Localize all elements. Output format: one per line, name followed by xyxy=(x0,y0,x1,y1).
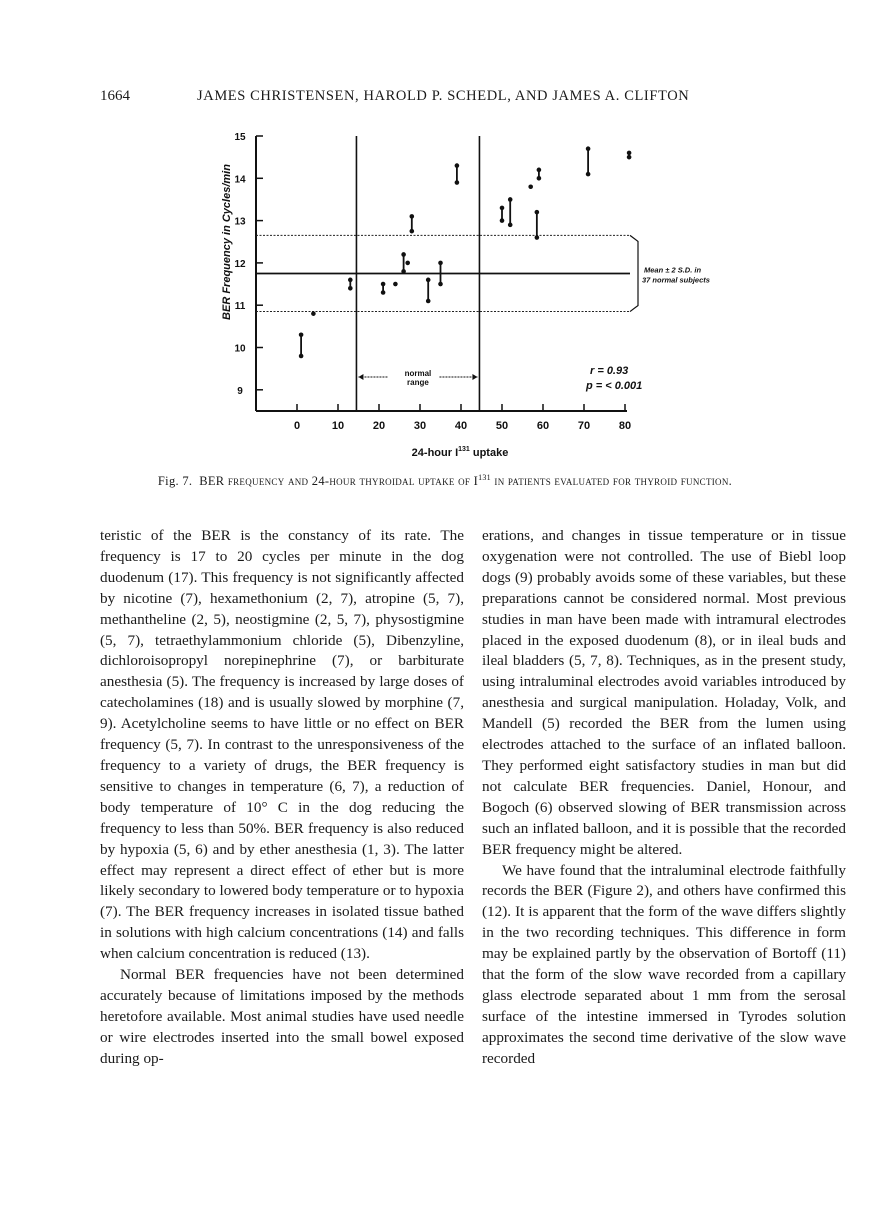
paragraph: teristic of the BER is the constancy of its rate. The frequency is 17 to 20 cycles per minute in the dog duodenum (17). This frequency is not significantly affected by nicotine (7), hexamethonium (2, 7), atropine (5, 7), methantheline (2, 5), neostigmine (2, 5, 7), physostigmine (5, 7), tetraethylammonium chloride (5), Dibenzyline, dichloroisopropyl norepinephrine (7), or barbiturate anesthesia (5). The frequency is increased by large doses of catecholamines (18) and is usually slowed by morphine (7, 9). Acetylcholine seems to have little or no effect on BER frequency (5, 7). In contrast to the unresponsiveness of the frequency to a variety of drugs, the BER frequency is sensitive to changes in temperature (6, 7), a reduction of body temperature of 10° C in the dog reducing the frequency to less than 50%. BER frequency is also reduced by hypoxia (5, 6) and by ether anesthesia (1, 3). The latter effect may represent a direct effect of ether but is more likely secondary to lowered body temperature or to hypoxia (7). The BER frequency increases in isolated tissue bathed in solutions with high calcium concentrations (14) and falls when calcium concentration is reduced (13). xyxy=(100,527,464,963)
data-point xyxy=(537,176,542,181)
x-tick-label: 70 xyxy=(577,420,591,432)
normal-range-label: normal xyxy=(404,369,432,378)
paragraph: We have found that the intraluminal electrode faithfully records the BER (Figure 2), and others have confirmed this (12). It is apparent that the form of the wave differs slightly in the two recording techniques. This difference in form may be explained partly by the observation of Bortoff (11) that the form of the slow wave recorded from a capillary glass electrode separated about 1 mm from the serosal surface of the intestine immersed in Tyrodes solution approximates the second time derivative of the slow wave recorded xyxy=(482,861,846,1067)
data-point xyxy=(508,197,513,202)
data-point xyxy=(535,235,540,240)
data-point xyxy=(586,146,591,151)
data-point xyxy=(455,163,460,168)
figure-7-chart xyxy=(190,118,750,468)
data-point xyxy=(381,282,386,287)
data-point xyxy=(401,269,406,274)
x-tick-label: 40 xyxy=(454,420,468,432)
data-point xyxy=(393,282,398,287)
data-point xyxy=(455,180,460,185)
body-column-left xyxy=(100,526,464,1070)
y-tick-label: 12 xyxy=(234,258,246,270)
caption-rest: in patients evaluated for thyroid function. xyxy=(490,474,733,489)
p-value: p = < 0.001 xyxy=(586,380,643,392)
x-tick-label: 10 xyxy=(331,420,345,432)
data-point xyxy=(299,333,304,338)
paragraph: Normal BER frequencies have not been determined accurately because of limitations imposed by the methods heretofore available. Most animal studies have used needle or wire electrodes inserted into the small bowel exposed during op- xyxy=(100,966,464,1067)
y-tick-label: 11 xyxy=(234,301,246,313)
running-head-authors: JAMES CHRISTENSEN, HAROLD P. SCHEDL, AND JAMES A. CLIFTON xyxy=(197,88,690,104)
data-point xyxy=(438,282,443,287)
data-point xyxy=(508,223,513,228)
data-point xyxy=(627,151,632,156)
data-point xyxy=(438,261,443,266)
y-tick-label: 14 xyxy=(234,174,246,186)
data-point xyxy=(381,290,386,295)
data-point xyxy=(348,286,353,291)
correlation-r: r = 0.93 xyxy=(590,365,629,377)
y-tick-label: 13 xyxy=(234,216,246,228)
caption-superscript: 131 xyxy=(478,473,491,482)
data-point xyxy=(537,168,542,173)
data-point xyxy=(500,218,505,223)
sd-annotation: Mean ± 2 S.D. in xyxy=(644,265,702,275)
data-point xyxy=(299,354,304,359)
caption-main: BER frequency and 24-hour thyroidal uptake of I xyxy=(199,474,479,489)
data-point xyxy=(627,155,632,160)
data-point xyxy=(535,210,540,215)
x-axis-label: 24-hour $I^{131}$ uptake xyxy=(411,446,509,459)
data-point xyxy=(410,229,415,234)
x-tick-label: 60 xyxy=(536,420,550,432)
y-tick-label: 9 xyxy=(237,385,243,397)
data-point xyxy=(410,214,415,219)
data-point xyxy=(401,252,406,257)
data-point xyxy=(348,278,353,283)
page-header xyxy=(100,88,790,110)
x-tick-label: 30 xyxy=(413,420,427,432)
sd-brace xyxy=(630,235,638,311)
data-point xyxy=(426,278,431,283)
x-tick-label: 20 xyxy=(372,420,386,432)
scatter-plot xyxy=(190,118,750,468)
x-tick-label: 50 xyxy=(495,420,509,432)
y-tick-label: 10 xyxy=(234,343,246,355)
data-point xyxy=(586,172,591,177)
paragraph: erations, and changes in tissue temperature or in tissue oxygenation were not controlled. The use of Biebl loop dogs (9) probably avoids some of these variables, but these preparations cannot be considered normal. Most previous studies in man have been made with intramural electrodes placed in the exposed duodenum (8), or in ileal buds and ileal bladders (5, 7, 8). Techniques, as in the present study, using intraluminal electrodes avoid variables introduced by anesthesia and surgical manipulation. Holaday, Volk, and Mandell (5) recorded the BER from the lumen using electrodes attached to the surface of an inflated balloon. They performed eight satisfactory studies in man but did not calculate BER frequencies. Daniel, Honour, and Bogoch (6) observed slowing of BER transmission across such an inflated balloon, and it is possible that the recorded BER frequency might be altered. xyxy=(482,527,846,858)
x-tick-label: 0 xyxy=(293,420,301,432)
page-number: 1664 xyxy=(100,88,130,104)
x-tick-label: 80 xyxy=(618,420,632,432)
data-point xyxy=(426,299,431,304)
figure-caption xyxy=(100,470,790,489)
normal-range-label-2: range xyxy=(407,378,429,387)
data-point xyxy=(528,184,533,189)
data-point xyxy=(500,206,505,211)
y-tick-label: 15 xyxy=(234,132,246,143)
body-column-right xyxy=(482,526,846,1070)
data-point xyxy=(405,261,410,266)
sd-annotation-2: 37 normal subjects xyxy=(642,275,710,285)
data-point xyxy=(311,311,316,316)
y-axis-label: BER Frequency in Cycles/min xyxy=(221,164,233,320)
caption-label: Fig. 7. xyxy=(157,474,193,489)
